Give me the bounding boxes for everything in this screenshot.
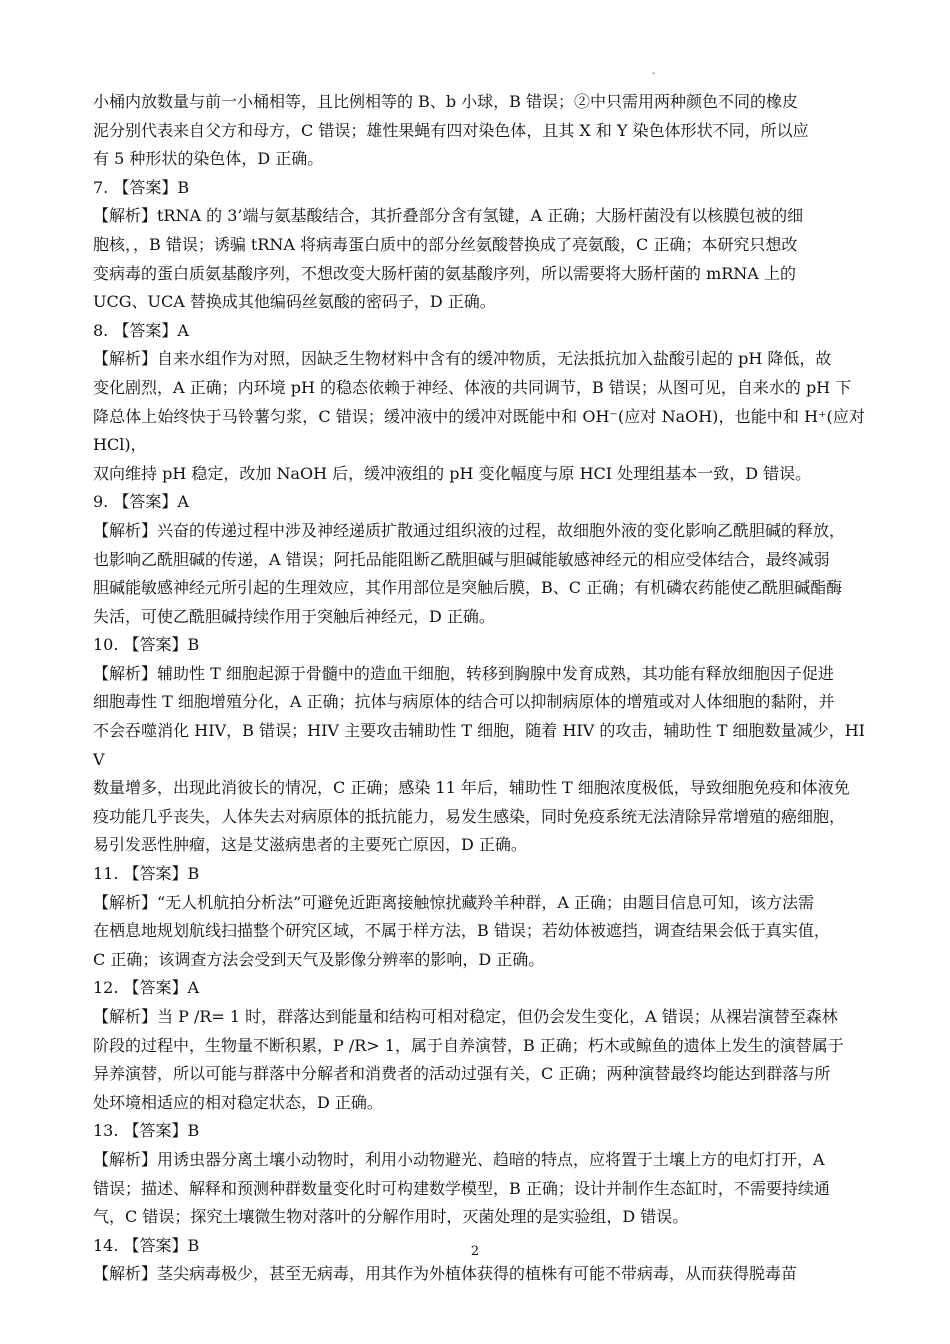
analysis-line: 变化剧烈，A 正确；内环境 pH 的稳态依赖于神经、体液的共同调节，B 错误；从图可见，自来水的 pH 下 (93, 377, 852, 397)
analysis-line: 失活，可使乙酰胆碱持续作用于突触后神经元，D 正确。 (93, 606, 495, 626)
answer-item (93, 974, 865, 1117)
text-line: 泥分别代表来自父方和母方，C 错误；雄性果蝇有四对染色体，且其 X 和 Y 染色体形状不同，所以应 (93, 120, 809, 140)
answer-item (93, 1232, 865, 1289)
header-mark: - (652, 68, 656, 79)
analysis-line: 双向维持 pH 稳定，改加 NaOH 后，缓冲液组的 pH 变化幅度与原 HCI 处理组基本一致，D 错误。 (93, 463, 812, 483)
continued-paragraph (93, 88, 865, 174)
analysis-line: 数量增多，出现此消彼长的情况，C 正确；感染 11 年后，辅助性 T 细胞浓度极低，导致细胞免疫和体液免 (93, 778, 850, 798)
answer-label: 13. 【答案】B (93, 1121, 200, 1141)
answer-label: 9. 【答案】A (93, 492, 189, 512)
answer-label: 14. 【答案】B (93, 1235, 200, 1255)
analysis-line: 胆碱能敏感神经元所引起的生理效应，其作用部位是突触后膜，B、C 正确；有机磷农药能使乙酰胆碱酯酶 (93, 578, 843, 598)
answer-label: 10. 【答案】B (93, 635, 200, 655)
analysis-line: 【解析】“无人机航拍分析法”可避免近距离接触惊扰藏羚羊种群，A 正确；由题目信息可知，该方法需 (93, 892, 815, 912)
analysis-line: 【解析】辅助性 T 细胞起源于骨髓中的造血干细胞，转移到胸腺中发育成熟，其功能有释放细胞因子促进 (93, 663, 834, 683)
analysis-line: 错误；描述、解释和预测种群数量变化时可构建数学模型，B 正确；设计并制作生态缸时，不需要持续通 (93, 1178, 830, 1198)
answer-analysis-content (93, 88, 865, 1289)
analysis-line: 【解析】茎尖病毒极少，甚至无病毒，用其作为外植体获得的植株有可能不带病毒，从而获得脱毒苗 (93, 1264, 798, 1284)
analysis-line: UCG、UCA 替换成其他编码丝氨酸的密码子，D 正确。 (93, 292, 496, 312)
answer-item (93, 631, 865, 860)
analysis-line: 不会吞噬消化 HIV，B 错误；HIV 主要攻击辅助性 T 细胞，随着 HIV 的攻击，辅助性 T 细胞数量减少，HIV (93, 721, 865, 769)
analysis-line: 也影响乙酰胆碱的传递，A 错误；阿托品能阻断乙酰胆碱与胆碱能敏感神经元的相应受体结合，最终减弱 (93, 549, 830, 569)
analysis-line: 细胞毒性 T 细胞增殖分化，A 正确；抗体与病原体的结合可以抑制病原体的增殖或对人体细胞的黏附，并 (93, 692, 835, 712)
analysis-line: 【解析】用诱虫器分离土壤小动物时，利用小动物避光、趋暗的特点，应将置于土壤上方的电灯打开，A (93, 1149, 825, 1169)
analysis-line: 【解析】当 P /R= 1 时，群落达到能量和结构可相对稳定，但仍会发生变化，A 错误；从裸岩演替至森林 (93, 1007, 838, 1026)
answer-label: 11. 【答案】B (93, 864, 200, 884)
analysis-line: 降总体上始终快于马铃薯匀浆，C 错误；缓冲液中的缓冲对既能中和 OH⁻(应对 NaOH)，也能中和 H⁺(应对 HCl)， (93, 406, 865, 455)
analysis-line: C 正确；该调查方法会受到天气及影像分辨率的影响，D 正确。 (93, 949, 545, 969)
analysis-line: 易引发恶性肿瘤，这是艾滋病患者的主要死亡原因，D 正确。 (93, 835, 527, 855)
text-line: 有 5 种形状的染色体，D 正确。 (93, 149, 324, 169)
answer-item (93, 174, 865, 317)
answer-item (93, 1117, 865, 1231)
analysis-line: 疫功能几乎丧失，人体失去对病原体的抵抗能力，易发生感染，同时免疫系统无法清除异常增殖的癌细胞， (93, 806, 846, 826)
analysis-line: 在栖息地规划航线扫描整个研究区域，不属于样方法，B 错误；若幼体被遮挡，调查结果会低于真实值， (93, 921, 830, 941)
page-number: 2 (470, 1244, 480, 1259)
answer-item (93, 317, 865, 489)
analysis-line: 变病毒的蛋白质氨基酸序列，不想改变大肠杆菌的氨基酸序列，所以需要将大肠杆菌的 mRNA 上的 (93, 263, 796, 283)
answer-item (93, 860, 865, 974)
answer-label: 7. 【答案】B (93, 177, 190, 197)
answer-label: 12. 【答案】A (93, 978, 200, 998)
analysis-line: 【解析】兴奋的传递过程中涉及神经递质扩散通过组织液的过程，故细胞外液的变化影响乙酰胆碱的释放， (93, 520, 846, 540)
analysis-line: 【解析】自来水组作为对照，因缺乏生物材料中含有的缓冲物质，无法抵抗加入盐酸引起的 pH 降低，故 (93, 349, 832, 369)
answer-label: 8. 【答案】A (93, 320, 189, 340)
text-line: 小桶内放数量与前一小桶相等，且比例相等的 B、b 小球，B 错误；②中只需用两种颜色不同的橡皮 (93, 92, 799, 111)
analysis-line: 气，C 错误；探究土壤微生物对落叶的分解作用时，灭菌处理的是实验组，D 错误。 (93, 1207, 689, 1227)
analysis-line: 阶段的过程中，生物量不断积累，P /R> 1，属于自养演替，B 正确；朽木或鲸鱼的遗体上发生的演替属于 (93, 1035, 844, 1055)
answer-item (93, 488, 865, 631)
analysis-line: 处环境相适应的相对稳定状态，D 正确。 (93, 1092, 383, 1112)
analysis-line: 【解析】tRNA 的 3’端与氨基酸结合，其折叠部分含有氢键，A 正确；大肠杆菌没有以核膜包被的细 (93, 206, 804, 226)
analysis-line: 胞核，，B 错误；诱骗 tRNA 将病毒蛋白质中的部分丝氨酸替换成了亮氨酸，C 正确；本研究只想改 (93, 234, 798, 254)
analysis-line: 异养演替，所以可能与群落中分解者和消费者的活动过强有关，C 正确；两种演替最终均能达到群落与所 (93, 1064, 831, 1084)
